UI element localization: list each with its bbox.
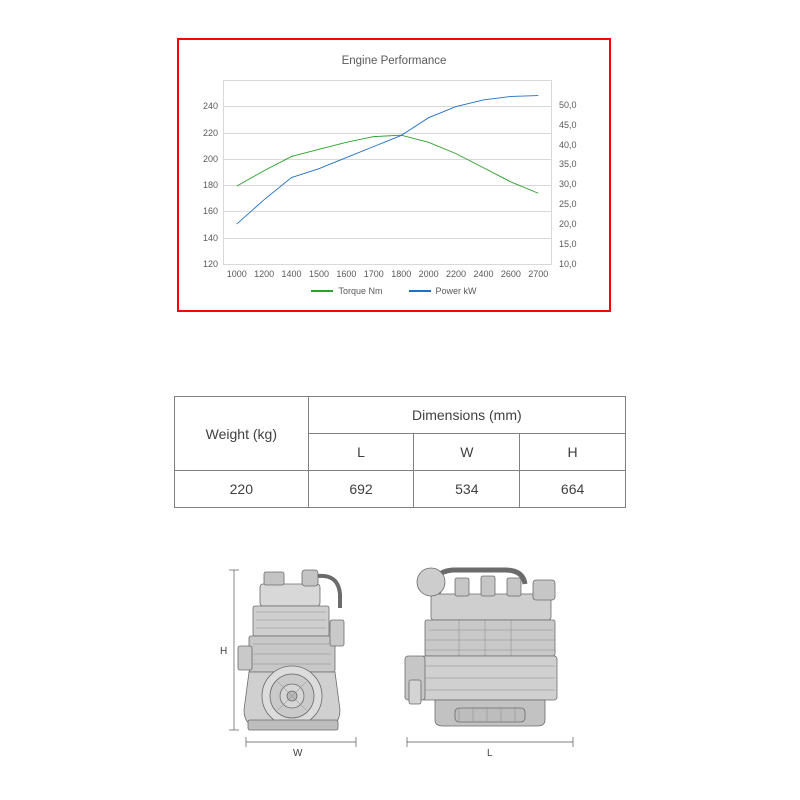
y-left-tick-3: 180 (202, 180, 218, 191)
legend-swatch-power (409, 290, 431, 293)
dimension-column-w: W (414, 434, 520, 471)
x-tick-5: 1700 (363, 269, 384, 279)
x-tick-10: 2600 (500, 269, 521, 279)
front-view-width-label: W (293, 748, 303, 759)
engine-performance-chart-panel (177, 38, 611, 312)
chart-legend (179, 286, 609, 296)
dimensions-header-cell: Dimensions (mm) (308, 397, 625, 434)
x-tick-7: 2000 (418, 269, 439, 279)
engine-drawings (200, 560, 600, 770)
x-tick-2: 1400 (281, 269, 302, 279)
chart-plot-area (202, 80, 577, 279)
x-tick-8: 2200 (446, 269, 467, 279)
dimension-column-l: L (308, 434, 414, 471)
x-tick-9: 2400 (473, 269, 494, 279)
dimension-column-h: H (520, 434, 626, 471)
table-row (175, 471, 626, 508)
y-left-tick-2: 160 (202, 206, 218, 217)
dimension-value-l: 692 (308, 471, 414, 508)
chart-series-svg (223, 80, 552, 264)
x-tick-4: 1600 (336, 269, 357, 279)
table-row (175, 397, 626, 434)
y-right-tick-6: 40,0 (559, 139, 577, 150)
dimension-value-w: 534 (414, 471, 520, 508)
x-tick-1: 1200 (254, 269, 275, 279)
legend-item-torque (311, 286, 382, 296)
y-right-tick-4: 30,0 (559, 179, 577, 190)
series-line-torque (237, 135, 539, 193)
legend-label-torque: Torque Nm (338, 286, 383, 296)
x-tick-11: 2700 (528, 269, 549, 279)
weight-dimensions-table (174, 396, 626, 508)
x-tick-0: 1000 (226, 269, 247, 279)
legend-swatch-torque (311, 290, 333, 293)
weight-value-cell: 220 (175, 471, 309, 508)
engine-front-view-drawing (220, 560, 370, 765)
legend-label-power: Power kW (435, 286, 477, 296)
y-left-tick-6: 240 (202, 101, 218, 112)
y-right-tick-1: 15,0 (559, 239, 577, 250)
y-left-tick-4: 200 (202, 153, 218, 164)
y-right-tick-3: 25,0 (559, 199, 577, 210)
engine-side-view-drawing (395, 560, 585, 765)
x-tick-6: 1800 (391, 269, 412, 279)
y-right-tick-2: 20,0 (559, 219, 577, 230)
y-right-tick-0: 10,0 (559, 259, 577, 269)
y-right-tick-7: 45,0 (559, 119, 577, 130)
y-left-tick-1: 140 (202, 232, 218, 243)
chart-title: Engine Performance (341, 55, 447, 67)
x-tick-3: 1500 (308, 269, 329, 279)
dimension-value-h: 664 (520, 471, 626, 508)
series-line-power (237, 96, 539, 225)
front-view-height-label: H (220, 646, 228, 657)
legend-item-power (409, 286, 477, 296)
y-left-tick-5: 220 (202, 127, 218, 138)
weight-header-cell: Weight (kg) (175, 397, 309, 471)
side-view-length-label: L (487, 748, 493, 759)
y-right-tick-5: 35,0 (559, 159, 577, 170)
y-left-tick-0: 120 (202, 259, 218, 269)
y-right-tick-8: 50,0 (559, 99, 577, 110)
